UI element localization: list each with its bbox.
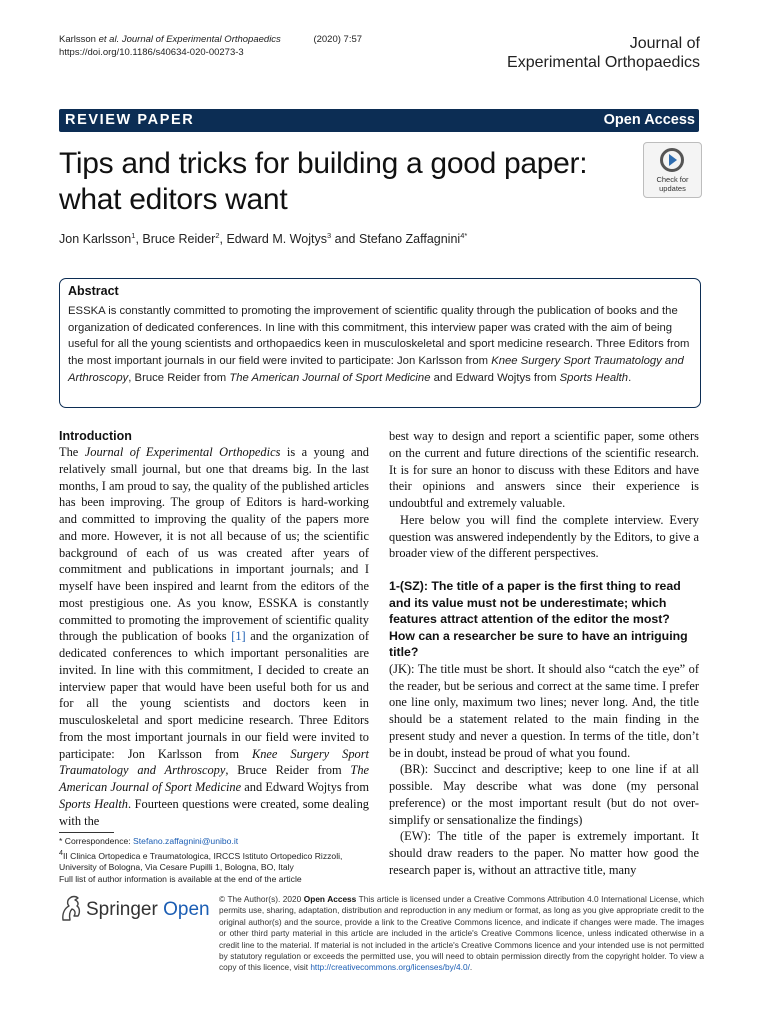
- body-column-right: [389, 428, 699, 879]
- answer-ew: (EW): The title of the paper is extremely important. It should draw readers to the paper. No matter how good the research paper is, without an attractive title, many: [389, 829, 699, 877]
- author-name: Jon Karlsson: [59, 232, 132, 247]
- license-text: © The Author(s). 2020 Open Access This article is licensed under a Creative Commons Attribution 4.0 International License, which permits use, sharing, adaptation, distribution and reproduction in any medium or format, as long as you give appropriate credit to the original author(s) and the source, provide a link to the Creative Commons licence, and indicate if changes were made. The images or other third party material in this article are included in the article's Creative Commons licence, unless indicated otherwise in a credit line to the material. If material is not included in the article's Creative Commons licence and your intended use is not permitted by statutory regulation or exceeds the permitted use, you will need to obtain permission directly from the copyright holder. To view a copy of this licence, visit http://creativecommons.org/licenses/by/4.0/.: [219, 894, 704, 973]
- reference-link[interactable]: [1]: [231, 629, 246, 644]
- author-affiliation-marker: 1: [131, 231, 136, 240]
- paragraph: best way to design and report a scientific paper, some others on the current and future directions of the scientific research. It is for sure an honor to discuss with these Editors and have their opinions and answers since their experience is undoubtful and extremely valuable.: [389, 429, 699, 510]
- article-type-label: REVIEW PAPER: [65, 112, 195, 128]
- intro-paragraph: The Journal of Experimental Orthopedics is a young and relatively small journal, but one that dreams big. In the last months, I am proud to say, the quality of the published articles has been improving. The group of Editors is hard-working and committed to improving the quality of the papers more and more. However, it is not all because of us; the scientific background of each of us was created after years of commitment and publications in important journals; and I myself have been inspired and learnt from the editors of the most prestigious one. As you know, ESSKA is constantly committed to promoting the improvement of scientific quality through the publication of books [1] and the organization of dedicated conferences to which important personalities are invited. In line with this commitment, I decided to create an interview paper that would have been useful both for us and for all the young scientists and doctors keen in musculoskeletal and sport medicine research. Three Editors from the most important journals in our field were invited to participate: Jon Karlsson from Knee Surgery Sport Traumatology and Arthroscopy, Bruce Reider from The American Journal of Sport Medicine and Edward Wojtys from Sports Health. Fourteen questions were created, some dealing with the: [59, 445, 370, 828]
- year-volume: (2020) 7:57: [313, 34, 363, 45]
- license-link[interactable]: http://creativecommons.org/licenses/by/4.0/: [310, 962, 470, 973]
- author-name: Edward M. Wojtys: [226, 232, 327, 247]
- section-heading-introduction: Introduction: [59, 429, 132, 443]
- body-column-left: [59, 428, 369, 829]
- abstract-box: [59, 278, 701, 408]
- answer-jk: (JK): The title must be short. It should also “catch the eye” of the reader, but be serious and correct at the same time. I prefer one line only, maximum two lines; never long. And, the title should be a statement related to the main finding in the present study and never a question. In terms of the title, don’t be in doubt, instead be proud of what you found.: [389, 661, 699, 760]
- open-access-label: Open Access: [603, 112, 695, 128]
- journal-name: Journal of Experimental Orthopaedics: [507, 35, 700, 71]
- author-affiliation-marker: 3: [326, 231, 332, 240]
- citation: Karlsson et al. Journal of Experimental Orthopaedics: [59, 34, 281, 45]
- answer-br: (BR): Succinct and descriptive; keep to one line if at all possible. May describe what was done (my personal preference) or the most important result (but do not over-simplify or sensationalize the findings): [389, 762, 699, 827]
- check-for-updates-badge[interactable]: Check for updates: [643, 142, 702, 198]
- author-affiliation-marker: 4*: [460, 231, 468, 240]
- correspondence-email[interactable]: Stefano.zaffagnini@unibo.it: [133, 836, 239, 846]
- author-name: Bruce Reider: [142, 232, 216, 247]
- paragraph: Here below you will find the complete interview. Every question was answered independently by the Editors, to give a broader view of the different perspectives.: [389, 512, 699, 561]
- abstract-heading: Abstract: [68, 284, 119, 298]
- author-affiliation-marker: 2: [215, 231, 220, 240]
- check-for-updates-icon: [660, 148, 684, 172]
- article-title: Tips and tricks for building a good paper: what editors want: [59, 147, 588, 216]
- question-heading: 1-(SZ): The title of a paper is the first thing to read and its value must not be underestimate; which features attract attention of the editor the most? How can a researcher be sure to have an intriguing title?: [389, 579, 688, 660]
- footnote: * Correspondence: Stefano.zaffagnini@unibo.it $^4$II Clinica Ortopedica e Traumatologica, IRCCS Istituto Ortopedico Rizzoli, University of Bologna, Via Cesare Pupilli 1, Bologna, BO, Italy Full list of author information is available at the end of the article: [59, 836, 343, 885]
- author-name: Stefano Zaffagnini: [358, 232, 461, 247]
- abstract-text: ESSKA is constantly committed to promoting the improvement of scientific quality through the publication of books and the organization of dedicated conferences. In line with this commitment, this interview paper was crated with the aim of being useful for all the young scientists and orthopaedics keen in musculoskeletal and sport medicine research. Three Editors from the most important journals in our field were invited to participate: Jon Karlsson from Knee Surgery Sport Traumatology and Arthroscopy, Bruce Reider from The American Journal of Sport Medicine and Edward Wojtys from Sports Health.: [68, 305, 690, 384]
- author-list: Jon Karlsson$^1$, Bruce Reider$^2$, Edward M. Wojtys$^3$ and Stefano Zaffagnini$^{4*}$: [59, 231, 468, 247]
- footnote-divider: [59, 832, 114, 833]
- article-type-banner: [59, 109, 699, 132]
- springer-horse-icon: [59, 894, 83, 922]
- doi-link[interactable]: https://doi.org/10.1186/s40634-020-00273-3: [59, 47, 244, 58]
- running-header: [59, 33, 392, 59]
